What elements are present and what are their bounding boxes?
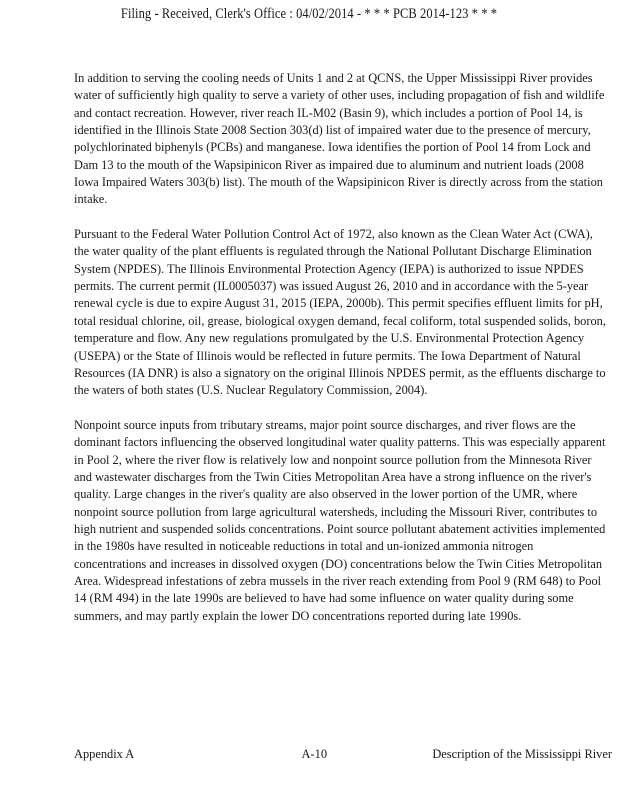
- paragraph-nonpoint-sources: Nonpoint source inputs from tributary streams, major point source discharges, and river flows are the dominant factors influencing the observed longitudinal water quality patterns. This was especially apparent in Pool 2, where the river flow is relatively low and nonpoint source pollution from the Minnesota River and wastewater discharges from the Twin Cities Metropolitan Area have a strong influence on the river's quality. Large changes in the river's quality are also observed in the lower portion of the UMR, where nonpoint source pollution from large agricultural watersheds, including the Missouri River, contributes to high nutrient and suspended solids concentrations. Point source pollutant abatement activities implemented in the 1980s have resulted in noticeable reductions in total and un-ionized ammonia nitrogen concentrations and increases in dissolved oxygen (DO) concentrations below the Twin Cities Metropolitan Area. Widespread infestations of zebra mussels in the river reach extending from Pool 9 (RM 648) to Pool 14 (RM 494) in the late 1990s are believed to have had some influence on water quality during some summers, and may partly explain the lower DO concentrations reported during late 1990s.: [74, 417, 606, 623]
- footer-section-title: Description of the Mississippi River: [432, 747, 612, 761]
- page-footer: [74, 747, 612, 762]
- document-body: [74, 70, 606, 642]
- paragraph-water-uses: In addition to serving the cooling needs of Units 1 and 2 at QCNS, the Upper Mississippi River provides water of sufficiently high quality to serve a variety of other uses, including propagation of fish and wildlife and contact recreation. However, river reach IL-M02 (Basin 9), which includes a portion of Pool 14, is identified in the Illinois State 2008 Section 303(d) list of impaired water due to the presence of mercury, polychlorinated biphenyls (PCBs) and manganese. Iowa identifies the portion of Pool 14 from Lock and Dam 13 to the mouth of the Wapsipinicon River as impaired due to aluminum and nutrient loads (2008 Iowa Impaired Waters 303(b) list). The mouth of the Wapsipinicon River is directly across from the station intake.: [74, 71, 605, 207]
- footer-page-number: A-10: [301, 747, 328, 761]
- paragraph-npdes-permit: Pursuant to the Federal Water Pollution Control Act of 1972, also known as the Clean Water Act (CWA), the water quality of the plant effluents is regulated through the National Pollutant Discharge Elimination System (NPDES). The Illinois Environmental Protection Agency (IEPA) is authorized to issue NPDES permits. The current permit (IL0005037) was issued August 26, 2010 and in accordance with the 5-year renewal cycle is due to expire August 31, 2015 (IEPA, 2000b). This permit specifies effluent limits for pH, total residual chlorine, oil, grease, biological oxygen demand, fecal coliform, total suspended solids, boron, temperature and flow. Any new regulations promulgated by the U.S. Environmental Protection Agency (USEPA) or the State of Illinois would be reflected in future permits. The Iowa Department of Natural Resources (IA DNR) is also a signatory on the original Illinois NPDES permit, as the effluents discharge to the waters of both states (U.S. Nuclear Regulatory Commission, 2004).: [74, 227, 606, 398]
- footer-appendix-label: Appendix A: [74, 747, 135, 761]
- filing-stamp-header: Filing - Received, Clerk's Office : 04/02/2014 - * * * PCB 2014-123 * * *: [120, 6, 498, 22]
